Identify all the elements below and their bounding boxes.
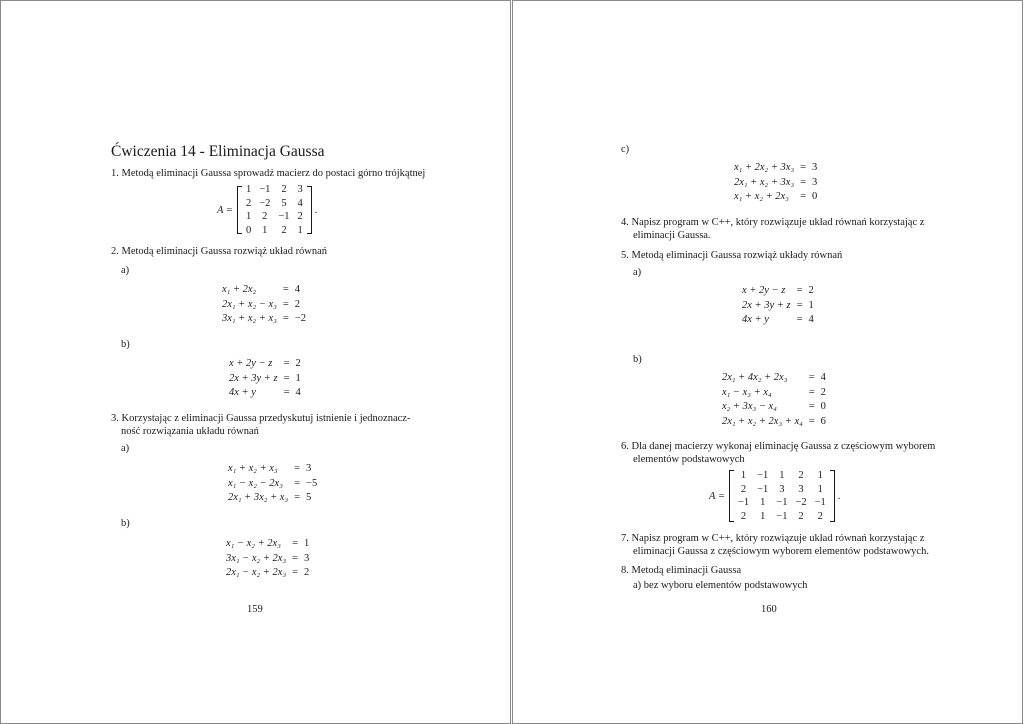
- equation-rhs: 0: [820, 401, 826, 412]
- equation-rhs: 2: [295, 358, 301, 369]
- matrix-cell: 2: [798, 510, 804, 522]
- equals-sign: =: [800, 162, 807, 173]
- matrix-cell: −1: [776, 510, 788, 522]
- equals-sign: =: [808, 372, 815, 383]
- equals-sign: =: [808, 386, 815, 398]
- exercise-c-system: [731, 161, 820, 205]
- equation-rhs: 3: [306, 463, 312, 474]
- equation-lhs: 2x + 3y + z: [229, 372, 278, 384]
- exercise-3b-system: [223, 537, 312, 581]
- equation-row: [739, 299, 817, 314]
- equals-sign: =: [283, 358, 290, 369]
- equation-lhs: x + 2y − z: [229, 358, 273, 369]
- equation-rhs: 5: [306, 492, 312, 503]
- matrix-lhs: A =: [709, 490, 725, 502]
- exercise-2b-system: [226, 357, 304, 401]
- page-number: 160: [761, 604, 777, 615]
- exercise-3-text-line2: ność rozwiązania układu równań: [121, 426, 259, 437]
- exercise-2-text: 2. Metodą eliminacji Gaussa rozwiąż układ równań: [111, 246, 328, 257]
- equation-lhs: 4x + y: [229, 387, 256, 398]
- equals-sign: =: [800, 191, 807, 202]
- equation-lhs: 3x₁ + x₂ + x₃: [222, 313, 277, 324]
- equals-sign: =: [282, 298, 289, 310]
- equals-sign: =: [282, 313, 289, 324]
- exercise-c-label: c): [621, 144, 630, 155]
- matrix-cell: 1: [740, 470, 747, 481]
- exercise-8-text: 8. Metodą eliminacji Gaussa: [621, 565, 742, 576]
- equation-lhs: 2x₁ + 3x₂ + x₃: [228, 492, 289, 503]
- equation-row: [219, 283, 309, 298]
- equation-lhs: 2x₁ − x₂ + 2x₃: [226, 567, 287, 578]
- matrix-cell: 1: [262, 224, 268, 236]
- equation-row: [719, 386, 829, 401]
- matrix-cell: −1: [814, 497, 826, 508]
- left-page: [0, 0, 511, 724]
- matrix-trailing: .: [314, 204, 318, 216]
- exercise-6-line1: 6. Dla danej macierzy wykonaj eliminację Gaussa z częściowym wyborem: [621, 441, 936, 452]
- exercise-6-line2: elementów podstawowych: [633, 454, 745, 465]
- equals-sign: =: [800, 176, 807, 188]
- matrix-row: [242, 197, 307, 211]
- equation-lhs: 2x + 3y + z: [742, 299, 791, 311]
- equation-row: [731, 161, 820, 176]
- equation-row: [739, 313, 817, 328]
- matrix-cell: 2: [740, 510, 747, 522]
- matrix-cell: 1: [297, 224, 303, 236]
- exercise-7-line1: 7. Napisz program w C++, który rozwiązuje układ równań korzystając z: [621, 533, 925, 544]
- equation-row: [225, 462, 320, 477]
- equation-rhs: 4: [820, 372, 826, 383]
- equation-row: [223, 566, 312, 581]
- equals-sign: =: [294, 477, 301, 489]
- equation-lhs: 4x + y: [742, 314, 769, 325]
- matrix-row: [734, 496, 830, 510]
- equation-lhs: 2x₁ + x₂ + 2x₃ + x₄: [722, 415, 803, 427]
- matrix-trailing: .: [837, 490, 841, 502]
- equation-rhs: 3: [812, 162, 818, 173]
- exercise-4-line2: eliminacji Gaussa.: [633, 230, 711, 241]
- equation-rhs: 0: [812, 191, 818, 202]
- equation-lhs: 2x₁ + 4x₂ + 2x₃: [722, 372, 788, 383]
- exercise-3a-label: a): [121, 443, 130, 454]
- equation-row: [219, 298, 309, 313]
- exercise-5a-label: a): [633, 267, 642, 278]
- matrix-lhs: A =: [217, 204, 233, 216]
- matrix-row: [734, 510, 830, 524]
- matrix-row: [242, 224, 307, 238]
- matrix-cell: 3: [779, 483, 785, 495]
- equation-rhs: 1: [304, 538, 310, 549]
- equation-row: [731, 190, 820, 205]
- equation-row: [223, 552, 312, 567]
- equation-row: [219, 312, 309, 327]
- exercise-6-matrix: [709, 470, 840, 522]
- equation-row: [225, 477, 320, 492]
- matrix-cell: 2: [297, 211, 303, 222]
- equation-rhs: −2: [294, 313, 306, 324]
- matrix-body: [242, 183, 307, 237]
- equals-sign: =: [294, 463, 301, 474]
- exercise-3-text-line1: 3. Korzystając z eliminacji Gaussa przedyskutuj istnienie i jednoznacz-: [111, 413, 411, 424]
- matrix-cell: 1: [245, 184, 252, 195]
- equation-row: [719, 400, 829, 415]
- matrix-cell: 4: [297, 197, 303, 209]
- equation-row: [223, 537, 312, 552]
- equals-sign: =: [808, 415, 815, 427]
- equals-sign: =: [282, 284, 289, 295]
- matrix-cell: 1: [245, 211, 252, 222]
- equation-lhs: x₁ + x₂ + x₃: [228, 463, 278, 474]
- equals-sign: =: [796, 299, 803, 311]
- matrix-cell: 2: [262, 211, 268, 222]
- equation-rhs: 6: [820, 415, 826, 427]
- exercise-3b-label: b): [121, 518, 130, 529]
- matrix-body: [734, 469, 830, 523]
- exercise-2b-label: b): [121, 339, 130, 350]
- matrix-cell: 1: [779, 470, 785, 481]
- exercise-5-text: 5. Metodą eliminacji Gaussa rozwiąż układy równań: [621, 250, 843, 261]
- matrix-cell: 2: [798, 470, 804, 481]
- matrix-row: [242, 183, 307, 197]
- matrix-row: [242, 210, 307, 224]
- equals-sign: =: [292, 567, 299, 578]
- right-bracket: [307, 186, 312, 234]
- equation-row: [226, 357, 304, 372]
- exercise-2a-label: a): [121, 265, 130, 276]
- matrix-cell: −1: [259, 184, 271, 195]
- equals-sign: =: [796, 285, 803, 296]
- exercise-5b-label: b): [633, 354, 642, 365]
- matrix-row: [734, 469, 830, 483]
- exercise-2a-system: [219, 283, 309, 327]
- matrix-cell: −2: [795, 497, 807, 508]
- equation-lhs: 3x₁ − x₂ + 2x₃: [226, 552, 287, 564]
- equals-sign: =: [283, 387, 290, 398]
- matrix-cell: 2: [281, 224, 287, 236]
- page-number: 159: [247, 604, 263, 615]
- equation-row: [731, 176, 820, 191]
- equation-rhs: 4: [295, 387, 301, 398]
- equation-rhs: 2: [808, 285, 814, 296]
- equation-row: [226, 386, 304, 401]
- matrix-cell: −1: [278, 211, 290, 222]
- equation-lhs: x + 2y − z: [742, 285, 786, 296]
- right-page: [512, 0, 1023, 724]
- matrix-cell: −1: [776, 497, 788, 508]
- equation-rhs: 1: [808, 299, 814, 311]
- equation-row: [226, 372, 304, 387]
- equation-lhs: x₁ + 2x₂: [222, 284, 257, 295]
- equation-lhs: x₁ − x₂ − 2x₃: [228, 477, 283, 489]
- exercise-8a-text: a) bez wyboru elementów podstawowych: [633, 580, 808, 591]
- equation-lhs: 2x₁ + x₂ − x₃: [222, 298, 277, 310]
- equation-lhs: x₁ + 2x₂ + 3x₃: [734, 162, 795, 173]
- equals-sign: =: [796, 314, 803, 325]
- equation-lhs: x₂ + 3x₃ − x₄: [722, 401, 777, 412]
- equation-lhs: x₁ + x₂ + 2x₃: [734, 191, 789, 202]
- matrix-cell: −1: [757, 483, 769, 495]
- equation-rhs: −5: [306, 477, 318, 489]
- equation-rhs: 2: [304, 567, 310, 578]
- exercise-1-matrix: [217, 186, 317, 234]
- right-bracket: [830, 470, 835, 522]
- equation-rhs: 1: [295, 372, 301, 384]
- matrix-cell: 5: [281, 197, 287, 209]
- matrix-cell: 1: [817, 483, 823, 495]
- equation-lhs: x₁ − x₂ + 2x₃: [226, 538, 281, 549]
- equals-sign: =: [292, 538, 299, 549]
- exercise-1-text: 1. Metodą eliminacji Gaussa sprowadź macierz do postaci górno trójkątnej: [111, 168, 426, 179]
- matrix-cell: −1: [737, 497, 750, 508]
- equation-rhs: 3: [812, 176, 818, 188]
- exercise-3a-system: [225, 462, 320, 506]
- matrix-row: [734, 483, 830, 497]
- equation-row: [719, 371, 829, 386]
- equals-sign: =: [292, 552, 299, 564]
- equation-row: [225, 491, 320, 506]
- equals-sign: =: [808, 401, 815, 412]
- matrix-cell: 2: [245, 197, 252, 209]
- matrix-cell: 3: [798, 483, 804, 495]
- page-title: Ćwiczenia 14 - Eliminacja Gaussa: [111, 143, 325, 160]
- exercise-7-line2: eliminacji Gaussa z częściowym wyborem elementów podstawowych.: [633, 546, 929, 557]
- equation-rhs: 2: [820, 386, 826, 398]
- matrix-cell: 1: [760, 510, 766, 522]
- exercise-5b-system: [719, 371, 829, 429]
- equation-lhs: 2x₁ + x₂ + 3x₃: [734, 176, 795, 188]
- equation-lhs: x₁ − x₃ + x₄: [722, 386, 772, 398]
- equation-rhs: 4: [294, 284, 301, 295]
- equation-row: [719, 415, 829, 430]
- exercise-4-line1: 4. Napisz program w C++, który rozwiązuje układ równań korzystając z: [621, 217, 925, 228]
- matrix-cell: 2: [281, 184, 287, 195]
- equation-rhs: 4: [808, 314, 814, 325]
- matrix-cell: 3: [297, 184, 303, 195]
- matrix-cell: 1: [817, 470, 823, 481]
- matrix-cell: −1: [757, 470, 769, 481]
- equation-rhs: 3: [304, 552, 310, 564]
- matrix-cell: 2: [740, 483, 747, 495]
- matrix-cell: 1: [760, 497, 766, 508]
- equals-sign: =: [294, 492, 301, 503]
- exercise-5a-system: [739, 284, 817, 328]
- matrix-cell: 0: [245, 224, 252, 236]
- equation-row: [739, 284, 817, 299]
- equation-rhs: 2: [294, 298, 301, 310]
- matrix-cell: −2: [259, 197, 271, 209]
- equals-sign: =: [283, 372, 290, 384]
- matrix-cell: 2: [817, 510, 823, 522]
